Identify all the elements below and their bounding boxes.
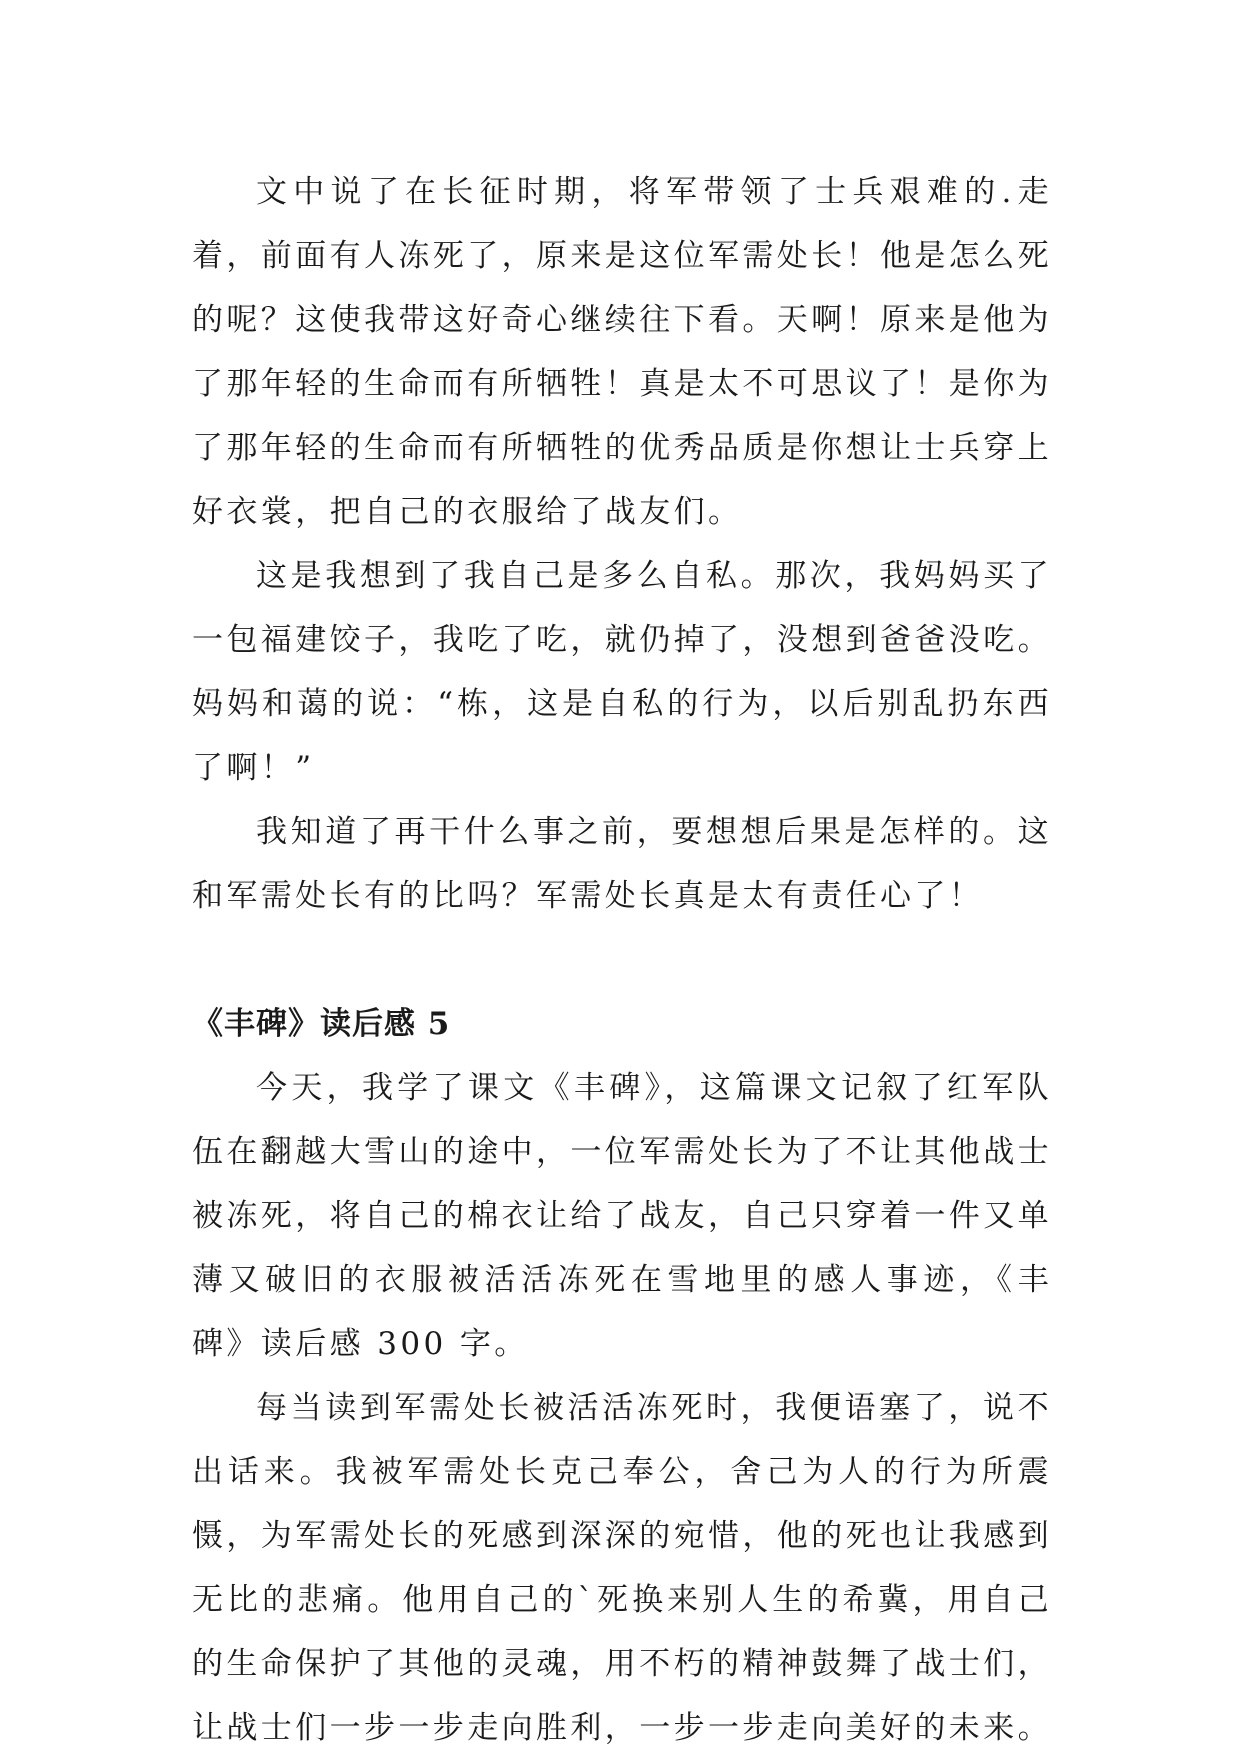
paragraph-long-march: 文中说了在长征时期，将军带领了士兵艰难的.走着，前面有人冻死了，原来是这位军需处长！他是怎么死的呢？这使我带这好奇心继续往下看。天啊！原来是他为了那年轻的生命而有所牺牲！真是太不可思议了！是你为了那年轻的生命而有所牺牲的优秀品质是你想让士兵穿上好衣裳，把自己的衣服给了战友们。 bbox=[192, 174, 1052, 530]
section-heading: 《丰碑》读后感 5 bbox=[192, 1006, 451, 1042]
paragraph-feelings: 每当读到军需处长被活活冻死时，我便语塞了，说不出话来。我被军需处长克己奉公，舍己为人的行为所震慑，为军需处长的死感到深深的宛惜，他的死也让我感到无比的悲痛。他用自己的`死换来别人生的希冀，用自己的生命保护了其他的灵魂，用不朽的精神鼓舞了战士们，让战士们一步一步走向胜利，一步一步走向美好的未来。 bbox=[192, 1390, 1052, 1746]
paragraph-selfishness: 这是我想到了我自己是多么自私。那次，我妈妈买了一包福建饺子，我吃了吃，就仍掉了，没想到爸爸没吃。妈妈和蔼的说：“栋，这是自私的行为，以后别乱扔东西了啊！” bbox=[192, 558, 1052, 786]
paragraph-lesson-summary: 今天，我学了课文《丰碑》，这篇课文记叙了红军队伍在翻越大雪山的途中，一位军需处长为了不让其他战士被冻死，将自己的棉衣让给了战友，自己只穿着一件又单薄又破旧的衣服被活活冻死在雪地里的感人事迹，《丰碑》读后感 300 字。 bbox=[192, 1070, 1052, 1362]
paragraph-reflection: 我知道了再干什么事之前，要想想后果是怎样的。这和军需处长有的比吗？军需处长真是太有责任心了！ bbox=[192, 814, 1052, 914]
document-body bbox=[192, 160, 1052, 1760]
